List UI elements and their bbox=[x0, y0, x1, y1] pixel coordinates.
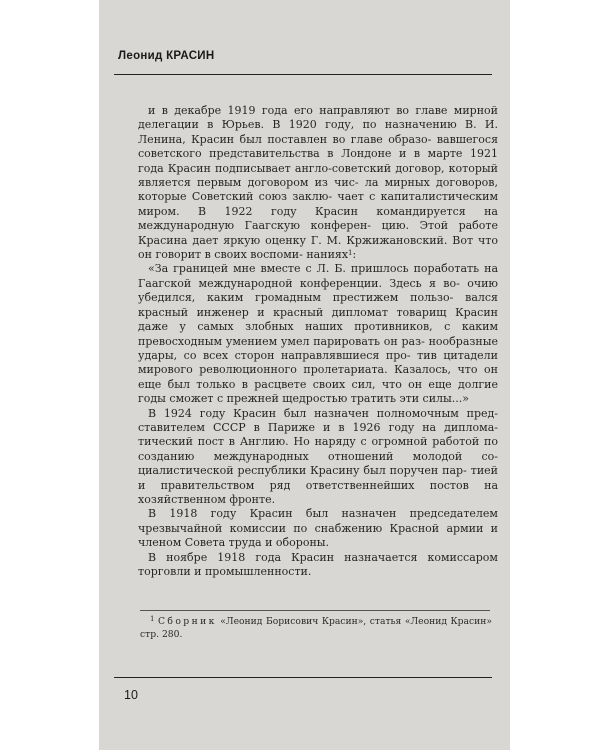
header-rule bbox=[114, 74, 492, 75]
line: в марте 1921 года Красин подписывает англо-советский bbox=[138, 147, 498, 175]
line: вавшегося советского представительства в Лондоне и bbox=[138, 132, 499, 161]
main-text bbox=[138, 104, 498, 579]
paragraph-3 bbox=[138, 407, 498, 508]
line: Красин даже у самых злобных наших противников, с bbox=[138, 305, 498, 334]
line: чрезвычайной комиссии по снабжению Красной армии и bbox=[138, 521, 498, 535]
line: торговли и промышленности. bbox=[138, 565, 312, 578]
footer-rule bbox=[114, 677, 492, 678]
line: что он еще долгие годы сможет с прежней щедростью bbox=[138, 377, 498, 406]
line: ла мирных договоров, которые Советский союз заклю- bbox=[138, 176, 498, 204]
line: ставителем СССР в Париже и в 1926 году на диплома- bbox=[138, 420, 498, 434]
footnote-ref: 1 bbox=[348, 249, 353, 258]
footnote bbox=[140, 615, 492, 641]
line: по созданию международных отношений молодой со- bbox=[138, 435, 498, 463]
line: командируется на международную Гаагскую конферен- bbox=[138, 204, 498, 233]
line: наниях bbox=[306, 248, 349, 262]
footnote-marker: 1 bbox=[150, 615, 155, 623]
line: В 1924 году Красин был назначен полномочным пред- bbox=[148, 406, 498, 420]
footnote-label: Сборник bbox=[158, 616, 217, 627]
line: вался красный инженер и красный дипломат товарищ bbox=[138, 291, 498, 319]
line: «За границей мне вместе с Л. Б. пришлось поработать bbox=[148, 262, 480, 276]
line: членом Совета труда и обороны. bbox=[138, 536, 330, 550]
line: нообразные удары, со всех сторон направлявшиеся про- bbox=[138, 334, 498, 362]
paragraph-1 bbox=[138, 104, 498, 262]
line: циалистической республики Красину был поручен пар- bbox=[138, 464, 467, 478]
line: тив цитадели мирового революционного пролетариата. bbox=[138, 348, 498, 377]
line: на Гаагской международной конференции. Здесь я во- bbox=[138, 262, 498, 290]
footnote-text: «Леонид Борисович Красин», статья «Леонид Красин» стр. 280. bbox=[140, 616, 493, 640]
running-header: Леонид КРАСИН bbox=[118, 50, 215, 62]
line: чает с капиталистическим миром. В 1922 году Красин bbox=[138, 190, 498, 218]
footnote-rule bbox=[140, 610, 490, 611]
quote-paragraph bbox=[138, 262, 498, 406]
line: тией и правительством ряд ответственнейших постов bbox=[138, 464, 498, 492]
line: тратить эти силы...» bbox=[350, 392, 469, 406]
line: очию убедился, каким громадным престижем пользо- bbox=[138, 276, 499, 305]
line: Кржижановский. Вот что он говорит в своих воспоми- bbox=[138, 233, 499, 262]
line: В. И. Ленина, Красин был поставлен во главе образо- bbox=[138, 118, 499, 146]
line: цию. Этой работе Красина дает яркую оценку Г. М. bbox=[138, 219, 499, 247]
paragraph-4 bbox=[138, 507, 498, 550]
line: В ноябре 1918 года Красин назначается комиссаром bbox=[148, 550, 498, 564]
colon: : bbox=[352, 248, 357, 262]
page-number: 10 bbox=[124, 688, 138, 702]
line: договор, который является первым договором из чис- bbox=[138, 161, 499, 190]
line: на хозяйственном фронте. bbox=[138, 478, 498, 506]
line: делегации в Юрьев. В 1920 году, по назначению bbox=[138, 118, 457, 132]
line: тический пост в Англию. Но наряду с огромной работой bbox=[138, 435, 480, 449]
paragraph-5 bbox=[138, 551, 498, 580]
line: В 1918 году Красин был назначен председателем bbox=[148, 507, 498, 521]
line: каким превосходным умением умел парировать он раз- bbox=[138, 320, 499, 348]
line: Казалось, что он еще был только в расцвете своих сил, bbox=[138, 363, 498, 391]
line: и в декабре 1919 года его направляют во главе мирной bbox=[148, 104, 498, 117]
